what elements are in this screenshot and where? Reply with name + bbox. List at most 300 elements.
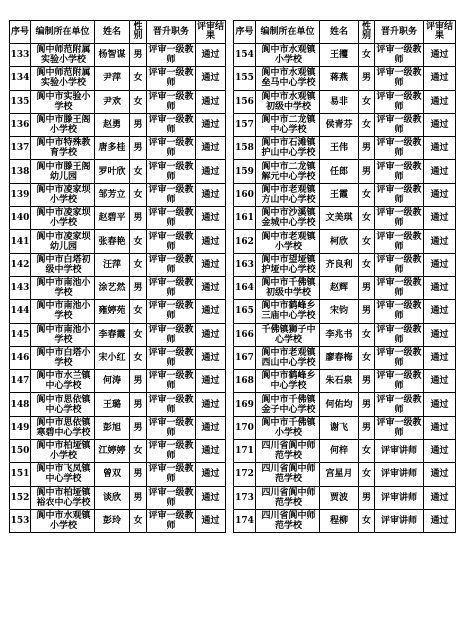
cell-no: 153 bbox=[10, 509, 31, 532]
cell-grade: 评审一级教师 bbox=[148, 394, 194, 415]
cell-name: 唐多桂 bbox=[95, 137, 130, 160]
cell-name: 江婷婷 bbox=[95, 440, 130, 463]
table-row bbox=[10, 370, 226, 393]
cell-result: 通过 bbox=[196, 276, 226, 299]
table-row bbox=[234, 44, 456, 67]
table-row bbox=[10, 486, 226, 509]
cell-no: 162 bbox=[234, 230, 256, 253]
cell-grade: 评审一级教师 bbox=[376, 231, 422, 252]
cell-result: 通过 bbox=[424, 137, 456, 160]
cell-grade: 评审一级教师 bbox=[148, 208, 194, 229]
cell-unit: 四川省阆中师范学校 bbox=[256, 463, 320, 486]
cell-sex: 男 bbox=[359, 160, 375, 183]
table-row bbox=[10, 230, 226, 253]
cell-sex: 女 bbox=[359, 346, 375, 369]
cell-sex: 男 bbox=[130, 370, 147, 393]
cell-grade: 评审一级教师 bbox=[376, 138, 422, 159]
cell-sex: 男 bbox=[359, 486, 375, 509]
table-row bbox=[234, 90, 456, 113]
table-row bbox=[234, 253, 456, 276]
cell-grade: 评审一级教师 bbox=[148, 91, 194, 112]
cell-unit: 阆中市水观镇初级中学校 bbox=[256, 90, 320, 113]
cell-result: 通过 bbox=[196, 486, 226, 509]
table-row bbox=[10, 183, 226, 206]
cell-no: 173 bbox=[234, 486, 256, 509]
table-row bbox=[10, 113, 226, 136]
cell-unit: 阆中市特殊教育学校 bbox=[31, 137, 95, 160]
cell-unit: 阆中市老观镇西山中心学校 bbox=[256, 346, 320, 369]
cell-no: 164 bbox=[234, 276, 256, 299]
cell-sex: 男 bbox=[359, 416, 375, 439]
cell-grade: 评审一级教师 bbox=[148, 254, 194, 275]
cell-name: 何佑均 bbox=[320, 393, 359, 416]
cell-grade: 评审一级教师 bbox=[376, 394, 422, 415]
table-row bbox=[234, 67, 456, 90]
cell-grade: 评审一级教师 bbox=[376, 68, 422, 89]
header-sex: 性别 bbox=[130, 21, 147, 44]
cell-no: 156 bbox=[234, 90, 256, 113]
cell-unit: 阆中市南池小学校 bbox=[31, 300, 95, 323]
cell-grade: 评审讲师 bbox=[375, 440, 424, 463]
cell-no: 148 bbox=[10, 393, 31, 416]
cell-sex: 女 bbox=[359, 90, 375, 113]
cell-grade: 评审一级教师 bbox=[148, 301, 194, 322]
cell-sex: 女 bbox=[359, 44, 375, 67]
cell-grade: 评审一级教师 bbox=[148, 417, 194, 438]
cell-name: 王璐 bbox=[95, 393, 130, 416]
cell-result: 通过 bbox=[196, 440, 226, 463]
cell-unit: 四川省阆中师范学校 bbox=[256, 509, 320, 532]
table-row bbox=[234, 416, 456, 439]
table-row bbox=[10, 44, 226, 67]
cell-no: 172 bbox=[234, 463, 256, 486]
table-row bbox=[234, 440, 456, 463]
cell-no: 139 bbox=[10, 183, 31, 206]
cell-grade: 评审一级教师 bbox=[148, 348, 194, 368]
cell-grade: 评审一级教师 bbox=[376, 278, 422, 299]
header-no: 序号 bbox=[234, 21, 256, 44]
cell-unit: 阆中市老观镇方山中心学校 bbox=[256, 183, 320, 206]
cell-unit: 阆中市千佛镇初级中学校 bbox=[256, 276, 320, 299]
cell-result: 通过 bbox=[424, 346, 456, 369]
cell-no: 141 bbox=[10, 230, 31, 253]
cell-result: 通过 bbox=[196, 509, 226, 532]
table-row bbox=[10, 440, 226, 463]
cell-no: 161 bbox=[234, 207, 256, 230]
cell-no: 152 bbox=[10, 486, 31, 509]
table-row bbox=[10, 509, 226, 532]
cell-grade: 评审一级教师 bbox=[376, 301, 422, 322]
cell-grade: 评审一级教师 bbox=[148, 115, 194, 136]
cell-result: 通过 bbox=[196, 160, 226, 183]
cell-no: 146 bbox=[10, 346, 31, 369]
cell-sex: 女 bbox=[359, 207, 375, 230]
cell-result: 通过 bbox=[196, 323, 226, 346]
table-row bbox=[10, 276, 226, 299]
table-row bbox=[234, 463, 456, 486]
cell-sex: 男 bbox=[130, 207, 147, 230]
header-no: 序号 bbox=[10, 21, 31, 44]
table-row bbox=[10, 300, 226, 323]
cell-unit: 阆中市柏垭镇裕农中心学校 bbox=[31, 486, 95, 509]
cell-no: 174 bbox=[234, 509, 256, 532]
cell-sex: 女 bbox=[130, 67, 147, 90]
cell-grade: 评审讲师 bbox=[375, 463, 424, 486]
table-body-right bbox=[234, 44, 456, 533]
cell-unit: 阆中市千佛镇金子中心学校 bbox=[256, 393, 320, 416]
cell-name: 任郎 bbox=[320, 160, 359, 183]
cell-unit: 阆中市白塔小学校 bbox=[31, 346, 95, 369]
cell-grade: 评审一级教师 bbox=[148, 371, 194, 392]
table-row bbox=[10, 463, 226, 486]
cell-unit: 阆中市白塔初级中学校 bbox=[31, 253, 95, 276]
header-grade: 晋升职务 bbox=[375, 21, 424, 44]
cell-unit: 阆中市鹤峰乡中心学校 bbox=[256, 370, 320, 393]
cell-name: 汪萍 bbox=[95, 253, 130, 276]
table-header-row bbox=[10, 21, 226, 44]
table-row bbox=[10, 137, 226, 160]
cell-sex: 男 bbox=[359, 393, 375, 416]
cell-name: 何梓 bbox=[320, 440, 359, 463]
cell-name: 蒋燕 bbox=[320, 67, 359, 90]
cell-sex: 女 bbox=[359, 253, 375, 276]
cell-name: 尹萍 bbox=[95, 67, 130, 90]
cell-result: 通过 bbox=[196, 230, 226, 253]
cell-grade: 评审一级教师 bbox=[376, 184, 422, 205]
cell-grade: 评审一级教师 bbox=[148, 511, 194, 532]
cell-no: 135 bbox=[10, 90, 31, 113]
table-row bbox=[234, 137, 456, 160]
cell-no: 171 bbox=[234, 440, 256, 463]
cell-sex: 男 bbox=[130, 113, 147, 136]
cell-result: 通过 bbox=[424, 463, 456, 486]
cell-result: 通过 bbox=[196, 113, 226, 136]
cell-result: 通过 bbox=[424, 67, 456, 90]
table-row bbox=[234, 509, 456, 532]
cell-name: 何涛 bbox=[95, 370, 130, 393]
cell-unit: 阆中市思依镇中心学校 bbox=[31, 393, 95, 416]
cell-name: 宋钧 bbox=[320, 300, 359, 323]
cell-grade: 评审一级教师 bbox=[376, 417, 422, 438]
table-row bbox=[10, 67, 226, 90]
table-row bbox=[10, 160, 226, 183]
cell-name: 廖春梅 bbox=[320, 346, 359, 369]
cell-no: 137 bbox=[10, 137, 31, 160]
header-name: 姓名 bbox=[320, 21, 359, 44]
cell-name: 宫星月 bbox=[320, 463, 359, 486]
cell-sex: 男 bbox=[130, 486, 147, 509]
cell-grade: 评审一级教师 bbox=[376, 254, 422, 275]
cell-result: 通过 bbox=[424, 230, 456, 253]
cell-no: 136 bbox=[10, 113, 31, 136]
cell-unit: 阆中市凌家坝小学校 bbox=[31, 207, 95, 230]
cell-name: 赵勇 bbox=[95, 113, 130, 136]
cell-name: 彭玲 bbox=[95, 509, 130, 532]
cell-unit: 四川省阆中师范学校 bbox=[256, 486, 320, 509]
header-unit: 编制所在单位 bbox=[256, 21, 320, 44]
cell-name: 涂艺然 bbox=[95, 276, 130, 299]
cell-sex: 女 bbox=[130, 230, 147, 253]
cell-result: 通过 bbox=[196, 370, 226, 393]
cell-result: 通过 bbox=[196, 90, 226, 113]
cell-no: 134 bbox=[10, 67, 31, 90]
cell-name: 张春艳 bbox=[95, 230, 130, 253]
table-row bbox=[234, 300, 456, 323]
cell-unit: 阆中市水观镇垒马中心学校 bbox=[256, 67, 320, 90]
table-body-left bbox=[10, 44, 226, 533]
cell-result: 通过 bbox=[424, 90, 456, 113]
cell-no: 167 bbox=[234, 346, 256, 369]
cell-sex: 女 bbox=[130, 323, 147, 346]
cell-unit: 阆中市思依镇寒碧中心学校 bbox=[31, 416, 95, 439]
cell-unit: 阆中师范附属实验小学校 bbox=[31, 44, 95, 67]
cell-sex: 女 bbox=[359, 323, 375, 346]
cell-name: 王伟 bbox=[320, 137, 359, 160]
table-row bbox=[10, 253, 226, 276]
cell-no: 140 bbox=[10, 207, 31, 230]
cell-no: 144 bbox=[10, 300, 31, 323]
header-result: 评审结果 bbox=[424, 21, 456, 44]
cell-name: 谢飞 bbox=[320, 416, 359, 439]
header-sex: 性别 bbox=[359, 21, 375, 44]
cell-unit: 千佛镇狮子中心学校 bbox=[256, 323, 320, 346]
cell-grade: 评审一级教师 bbox=[148, 161, 194, 182]
cell-unit: 阆中市南池小学校 bbox=[31, 276, 95, 299]
cell-result: 通过 bbox=[424, 183, 456, 206]
cell-unit: 阆中市沙溪镇金城中心学校 bbox=[256, 207, 320, 230]
cell-no: 147 bbox=[10, 370, 31, 393]
cell-sex: 男 bbox=[130, 276, 147, 299]
cell-grade: 评审一级教师 bbox=[148, 138, 194, 159]
cell-result: 通过 bbox=[424, 160, 456, 183]
cell-unit: 阆中市水观镇小学校 bbox=[31, 509, 95, 532]
cell-grade: 评审一级教师 bbox=[376, 208, 422, 229]
cell-name: 彭旭 bbox=[95, 416, 130, 439]
cell-result: 通过 bbox=[196, 463, 226, 486]
cell-result: 通过 bbox=[196, 253, 226, 276]
cell-unit: 阆中市望垭镇护垭中心学校 bbox=[256, 253, 320, 276]
header-name: 姓名 bbox=[95, 21, 130, 44]
cell-result: 通过 bbox=[196, 416, 226, 439]
cell-no: 155 bbox=[234, 67, 256, 90]
cell-sex: 男 bbox=[359, 300, 375, 323]
table-row bbox=[234, 370, 456, 393]
cell-no: 163 bbox=[234, 253, 256, 276]
cell-no: 143 bbox=[10, 276, 31, 299]
cell-grade: 评审一级教师 bbox=[376, 161, 422, 182]
cell-result: 通过 bbox=[424, 276, 456, 299]
cell-name: 程柳 bbox=[320, 509, 359, 532]
cell-no: 138 bbox=[10, 160, 31, 183]
cell-sex: 女 bbox=[359, 509, 375, 532]
cell-no: 149 bbox=[10, 416, 31, 439]
cell-result: 通过 bbox=[424, 253, 456, 276]
cell-no: 145 bbox=[10, 323, 31, 346]
table-row bbox=[234, 160, 456, 183]
header-grade: 晋升职务 bbox=[147, 21, 196, 44]
cell-name: 朱石泉 bbox=[320, 370, 359, 393]
cell-grade: 评审一级教师 bbox=[376, 348, 422, 368]
table-row bbox=[10, 90, 226, 113]
cell-no: 165 bbox=[234, 300, 256, 323]
cell-sex: 女 bbox=[359, 113, 375, 136]
cell-sex: 女 bbox=[130, 346, 147, 369]
cell-sex: 女 bbox=[130, 509, 147, 532]
cell-sex: 女 bbox=[130, 253, 147, 276]
cell-sex: 女 bbox=[130, 300, 147, 323]
cell-unit: 阆中师范附属实验小学校 bbox=[31, 67, 95, 90]
cell-grade: 评审一级教师 bbox=[148, 324, 194, 345]
cell-result: 通过 bbox=[424, 323, 456, 346]
cell-no: 168 bbox=[234, 370, 256, 393]
table-row bbox=[234, 230, 456, 253]
cell-grade: 评审一级教师 bbox=[376, 115, 422, 136]
table-row bbox=[10, 416, 226, 439]
cell-unit: 阆中市老观镇小学校 bbox=[256, 230, 320, 253]
table-row bbox=[234, 346, 456, 369]
cell-name: 尹欢 bbox=[95, 90, 130, 113]
cell-unit: 阆中市柏垭镇小学校 bbox=[31, 440, 95, 463]
cell-result: 通过 bbox=[196, 346, 226, 369]
appointment-table-right bbox=[233, 20, 456, 533]
cell-result: 通过 bbox=[424, 113, 456, 136]
header-result: 评审结果 bbox=[196, 21, 226, 44]
cell-grade: 评审一级教师 bbox=[376, 45, 422, 66]
table-row bbox=[234, 486, 456, 509]
cell-unit: 阆中市水兰镇中心学校 bbox=[31, 370, 95, 393]
cell-name: 赵辉 bbox=[320, 276, 359, 299]
cell-grade: 评审一级教师 bbox=[148, 464, 194, 485]
cell-result: 通过 bbox=[424, 300, 456, 323]
cell-result: 通过 bbox=[424, 393, 456, 416]
cell-name: 雍婷苑 bbox=[95, 300, 130, 323]
cell-sex: 女 bbox=[359, 463, 375, 486]
cell-name: 罗叶欣 bbox=[95, 160, 130, 183]
cell-no: 166 bbox=[234, 323, 256, 346]
cell-result: 通过 bbox=[424, 486, 456, 509]
cell-result: 通过 bbox=[196, 207, 226, 230]
table-row bbox=[234, 276, 456, 299]
cell-no: 169 bbox=[234, 393, 256, 416]
cell-grade: 评审一级教师 bbox=[148, 45, 194, 66]
cell-unit: 阆中市水观镇小学校 bbox=[256, 44, 320, 67]
cell-result: 通过 bbox=[424, 440, 456, 463]
cell-grade: 评审一级教师 bbox=[148, 184, 194, 205]
cell-sex: 女 bbox=[130, 183, 147, 206]
table-row bbox=[10, 393, 226, 416]
table-row bbox=[234, 113, 456, 136]
table-row bbox=[234, 183, 456, 206]
cell-grade: 评审一级教师 bbox=[148, 278, 194, 299]
cell-sex: 男 bbox=[359, 137, 375, 160]
cell-name: 李兆书 bbox=[320, 323, 359, 346]
cell-sex: 男 bbox=[359, 276, 375, 299]
cell-sex: 男 bbox=[130, 393, 147, 416]
cell-result: 通过 bbox=[424, 370, 456, 393]
cell-no: 158 bbox=[234, 137, 256, 160]
cell-sex: 女 bbox=[130, 90, 147, 113]
cell-name: 谈欣 bbox=[95, 486, 130, 509]
cell-result: 通过 bbox=[196, 67, 226, 90]
cell-name: 贾波 bbox=[320, 486, 359, 509]
cell-unit: 阆中市实验小学校 bbox=[31, 90, 95, 113]
cell-result: 通过 bbox=[424, 509, 456, 532]
cell-name: 赵碧平 bbox=[95, 207, 130, 230]
cell-grade: 评审一级教师 bbox=[148, 231, 194, 252]
cell-sex: 男 bbox=[130, 416, 147, 439]
cell-unit: 阆中市飞凤镇中心学校 bbox=[31, 463, 95, 486]
cell-name: 王霞 bbox=[320, 183, 359, 206]
cell-unit: 阆中市凌家坝幼儿园 bbox=[31, 230, 95, 253]
cell-grade: 评审讲师 bbox=[375, 509, 424, 532]
cell-name: 李春霞 bbox=[95, 323, 130, 346]
cell-sex: 男 bbox=[130, 137, 147, 160]
cell-unit: 阆中市滕王阁小学校 bbox=[31, 113, 95, 136]
cell-result: 通过 bbox=[424, 44, 456, 67]
table-row bbox=[234, 207, 456, 230]
cell-unit: 阆中市二龙镇中心学校 bbox=[256, 113, 320, 136]
cell-sex: 女 bbox=[359, 230, 375, 253]
cell-sex: 女 bbox=[130, 440, 147, 463]
cell-unit: 阆中市石滩镇护山中心学校 bbox=[256, 137, 320, 160]
cell-sex: 男 bbox=[359, 370, 375, 393]
cell-grade: 评审一级教师 bbox=[376, 324, 422, 345]
cell-result: 通过 bbox=[196, 300, 226, 323]
cell-unit: 四川省阆中师范学校 bbox=[256, 440, 320, 463]
cell-unit: 阆中市南池小学校 bbox=[31, 323, 95, 346]
cell-no: 154 bbox=[234, 44, 256, 67]
cell-unit: 阆中市凌家坝小学校 bbox=[31, 183, 95, 206]
cell-no: 142 bbox=[10, 253, 31, 276]
cell-name: 齐良利 bbox=[320, 253, 359, 276]
cell-no: 150 bbox=[10, 440, 31, 463]
cell-sex: 男 bbox=[130, 44, 147, 67]
cell-result: 通过 bbox=[196, 183, 226, 206]
cell-result: 通过 bbox=[424, 416, 456, 439]
cell-name: 邹芳立 bbox=[95, 183, 130, 206]
table-row bbox=[234, 393, 456, 416]
cell-grade: 评审一级教师 bbox=[376, 371, 422, 392]
cell-unit: 阆中市滕王阁幼儿园 bbox=[31, 160, 95, 183]
cell-no: 133 bbox=[10, 44, 31, 67]
table-row bbox=[10, 346, 226, 369]
cell-no: 157 bbox=[234, 113, 256, 136]
cell-sex: 男 bbox=[130, 463, 147, 486]
cell-no: 160 bbox=[234, 183, 256, 206]
table-row bbox=[10, 323, 226, 346]
cell-sex: 男 bbox=[359, 67, 375, 90]
cell-result: 通过 bbox=[424, 207, 456, 230]
table-header-row bbox=[234, 21, 456, 44]
cell-result: 通过 bbox=[196, 44, 226, 67]
cell-name: 柯欣 bbox=[320, 230, 359, 253]
cell-grade: 评审一级教师 bbox=[376, 91, 422, 112]
cell-sex: 女 bbox=[359, 440, 375, 463]
cell-name: 王攫 bbox=[320, 44, 359, 67]
cell-name: 侯青芬 bbox=[320, 113, 359, 136]
cell-name: 文美琪 bbox=[320, 207, 359, 230]
cell-no: 170 bbox=[234, 416, 256, 439]
header-unit: 编制所在单位 bbox=[31, 21, 95, 44]
cell-result: 通过 bbox=[196, 137, 226, 160]
cell-name: 曾双 bbox=[95, 463, 130, 486]
table-row bbox=[234, 323, 456, 346]
cell-grade: 评审一级教师 bbox=[148, 487, 194, 508]
cell-sex: 女 bbox=[130, 160, 147, 183]
cell-unit: 阆中市鹤峰乡三庙中心学校 bbox=[256, 300, 320, 323]
cell-grade: 评审讲师 bbox=[375, 486, 424, 509]
cell-name: 宋小红 bbox=[95, 346, 130, 369]
